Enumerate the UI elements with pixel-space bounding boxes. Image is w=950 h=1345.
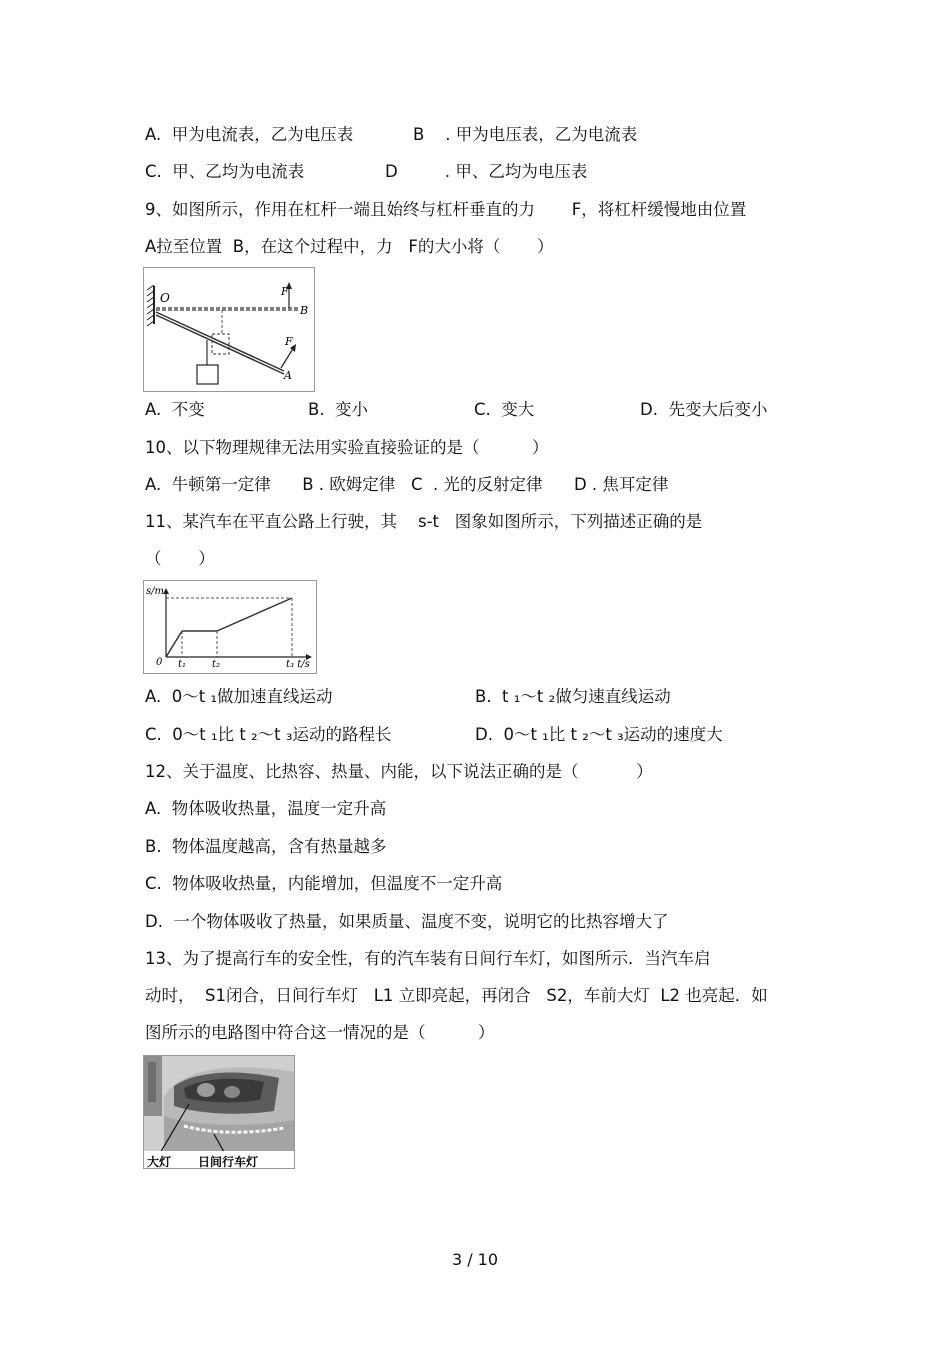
q12-stem: 12、关于温度、比热容、热量、内能，以下说法正确的是（ ） bbox=[145, 762, 653, 781]
q13-stem-line1: 13、为了提高行车的安全性，有的汽车装有日间行车灯，如图所示．当汽车启 bbox=[145, 949, 711, 968]
q8-option-d: D . 甲、乙均为电压表 bbox=[385, 162, 588, 181]
label-b: B bbox=[300, 304, 309, 317]
graph-t2-label: t₂ bbox=[212, 659, 221, 670]
q13-stem-line2: 动时， S1闭合，日间行车灯 L1 立即亮起，再闭合 S2，车前大灯 L2 也亮起．如 bbox=[145, 986, 768, 1005]
q11-option-a: A. 0～t ₁做加速直线运动 bbox=[145, 687, 333, 706]
label-a: A bbox=[284, 369, 292, 382]
q11-option-b: B. t ₁～t ₂做匀速直线运动 bbox=[475, 687, 671, 706]
q12-option-b: B. 物体温度越高，含有热量越多 bbox=[145, 837, 387, 856]
q10-stem: 10、以下物理规律无法用实验直接验证的是（ ） bbox=[145, 438, 549, 457]
graph-t3-label: t₃ t/s bbox=[286, 659, 310, 670]
q9-option-a: A. 不变 bbox=[145, 400, 205, 419]
q9-option-c: C. 变大 bbox=[474, 400, 535, 419]
page-number: 3 / 10 bbox=[451, 1250, 499, 1269]
q11-stem-line2: （ ） bbox=[145, 549, 215, 568]
q9-stem-line2: A拉至位置 B，在这个过程中，力 F的大小将（ ） bbox=[145, 237, 554, 256]
q11-option-d: D. 0～t ₁比 t ₂～t ₃运动的速度大 bbox=[475, 725, 723, 744]
label-f-bottom: F bbox=[285, 335, 293, 348]
car-photo-figure bbox=[143, 1055, 295, 1169]
q13-stem-line3: 图所示的电路图中符合这一情况的是（ ） bbox=[145, 1023, 495, 1042]
q9-option-b: B. 变小 bbox=[308, 400, 369, 419]
lever-figure bbox=[143, 267, 315, 392]
q12-option-a: A. 物体吸收热量，温度一定升高 bbox=[145, 799, 387, 818]
graph-y-label: s/m bbox=[146, 586, 164, 597]
q8-option-a: A. 甲为电流表，乙为电压表 bbox=[145, 125, 354, 144]
st-graph-figure bbox=[143, 580, 317, 674]
q8-option-b: B . 甲为电压表，乙为电流表 bbox=[413, 125, 638, 144]
q12-option-c: C. 物体吸收热量，内能增加，但温度不一定升高 bbox=[145, 874, 503, 893]
caption-headlight: 大灯 bbox=[147, 1155, 172, 1168]
q12-option-d: D. 一个物体吸收了热量，如果质量、温度不变，说明它的比热容增大了 bbox=[145, 912, 669, 931]
q11-stem-line1: 11、某汽车在平直公路上行驶，其 s-t 图象如图所示，下列描述正确的是 bbox=[145, 512, 703, 531]
caption-daytime-light: 日间行车灯 bbox=[198, 1155, 259, 1168]
q11-option-c: C. 0～t ₁比 t ₂～t ₃运动的路程长 bbox=[145, 725, 392, 744]
q9-stem-line1: 9、如图所示，作用在杠杆一端且始终与杠杆垂直的力 F，将杠杆缓慢地由位置 bbox=[145, 200, 747, 219]
label-f-top: F bbox=[281, 285, 289, 298]
graph-t1-label: t₁ bbox=[178, 659, 187, 670]
q8-option-c: C. 甲、乙均为电流表 bbox=[145, 162, 305, 181]
q10-options: A. 牛顿第一定律 B . 欧姆定律 C . 光的反射定律 D . 焦耳定律 bbox=[145, 475, 669, 494]
graph-origin-label: 0 bbox=[156, 657, 163, 668]
q9-option-d: D. 先变大后变小 bbox=[640, 400, 768, 419]
label-o: O bbox=[160, 291, 170, 305]
